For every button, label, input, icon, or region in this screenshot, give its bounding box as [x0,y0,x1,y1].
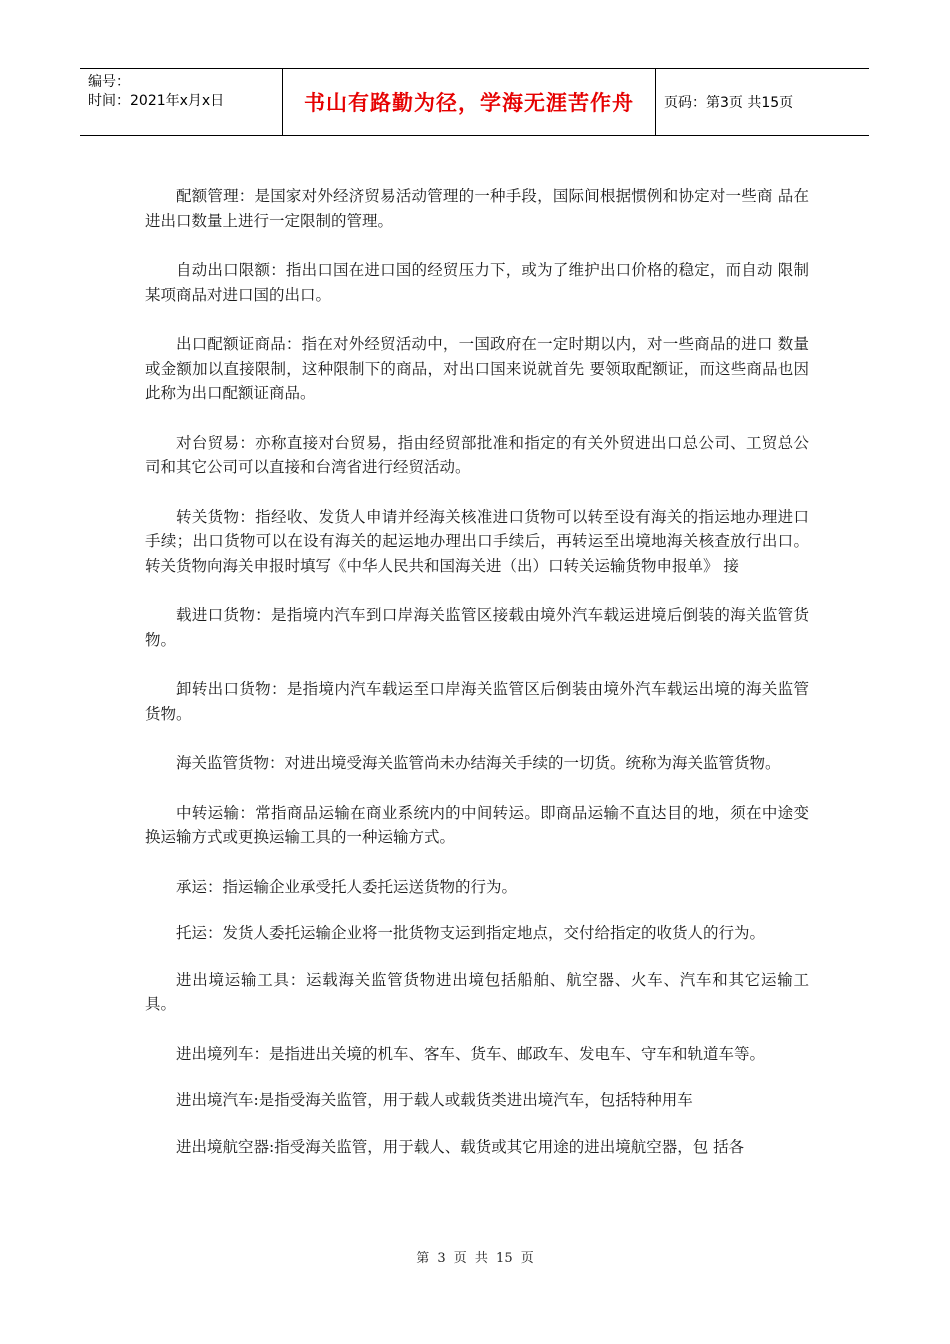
page-footer: 第 3 页 共 15 页 [416,1251,534,1266]
paragraph-import-goods: 载进口货物：是指境内汽车到口岸海关监管区接载由境外汽车载运进境后倒装的海关监管货物。 [145,606,809,649]
header-page-code: 页码：第3页 共15页 [664,95,794,111]
document-body [145,184,809,1184]
paragraph-auto-export-limit: 自动出口限额：指出口国在进口国的经贸压力下，或为了维护出口价格的稳定，而自动 限制某项商品对进口国的出口。 [145,261,809,304]
paragraph-export-quota-goods: 出口配额证商品：指在对外经贸活动中，一国政府在一定时期以内，对一些商品的进口 数量或金额加以直接限制，这种限制下的商品，对出口国来说就首先 要领取配额证，而这些商品也因此称为出口配额证商品。 [145,335,809,402]
paragraph-customs-goods: 海关监管货物：对进出境受海关监管尚未办结海关手续的一切货。统称为海关监管货物。 [176,754,781,772]
paragraph-carriage: 承运：指运输企业承受托人委托运送货物的行为。 [176,877,518,896]
paragraph-aircraft: 进出境航空器:指受海关监管，用于载人、载货或其它用途的进出境航空器，包 括各 [176,1137,745,1156]
paragraph-quota-management: 配额管理：是国家对外经济贸易活动管理的一种手段，国际间根据惯例和协定对一些商 品在进出口数量上进行一定限制的管理。 [145,187,809,230]
paragraph-transfer-transport: 中转运输：常指商品运输在商业系统内的中间转运。即商品运输不直达目的地，须在中途变换运输方式或更换运输工具的一种运输方式。 [145,803,809,846]
paragraph-transit-goods: 转关货物：指经收、发货人申请并经海关核准进口货物可以转至设有海关的指运地办理进口手续；出口货物可以在设有海关的起运地办理出口手续后，再转运至出境地海关核查放行出口。转关货物向海关申报时填写《中华人民共和国海关进（出）口转关运输货物申报单》 接 [145,507,809,575]
document-header [80,68,869,136]
paragraph-cars: 进出境汽车:是指受海关监管，用于载人或载货类进出境汽车，包括特种用车 [176,1091,693,1109]
number-label: 编号： [88,74,130,90]
paragraph-taiwan-trade: 对台贸易：亦称直接对台贸易，指由经贸部批准和指定的有关外贸进出口总公司、工贸总公司和其它公司可以直接和台湾省进行经贸活动。 [145,433,809,476]
time-label: 时间：2021年x月x日 [88,93,225,109]
header-meta [80,69,283,135]
paragraph-trains: 进出境列车：是指进出关境的机车、客车、货车、邮政车、发电车、守车和轨道车等。 [176,1044,766,1063]
paragraph-consignment: 托运：发货人委托运输企业将一批货物支运到指定地点，交付给指定的收货人的行为。 [176,924,766,942]
paragraph-export-goods: 卸转出口货物：是指境内汽车载运至口岸海关监管区后倒装由境外汽车载运出境的海关监管货物。 [145,680,809,723]
paragraph-transport-vehicles: 进出境运输工具：运载海关监管货物进出境包括船舶、航空器、火车、汽车和其它运输工具。 [145,970,809,1013]
header-motto: 书山有路勤为径，学海无涯苦作舟 [283,69,656,135]
